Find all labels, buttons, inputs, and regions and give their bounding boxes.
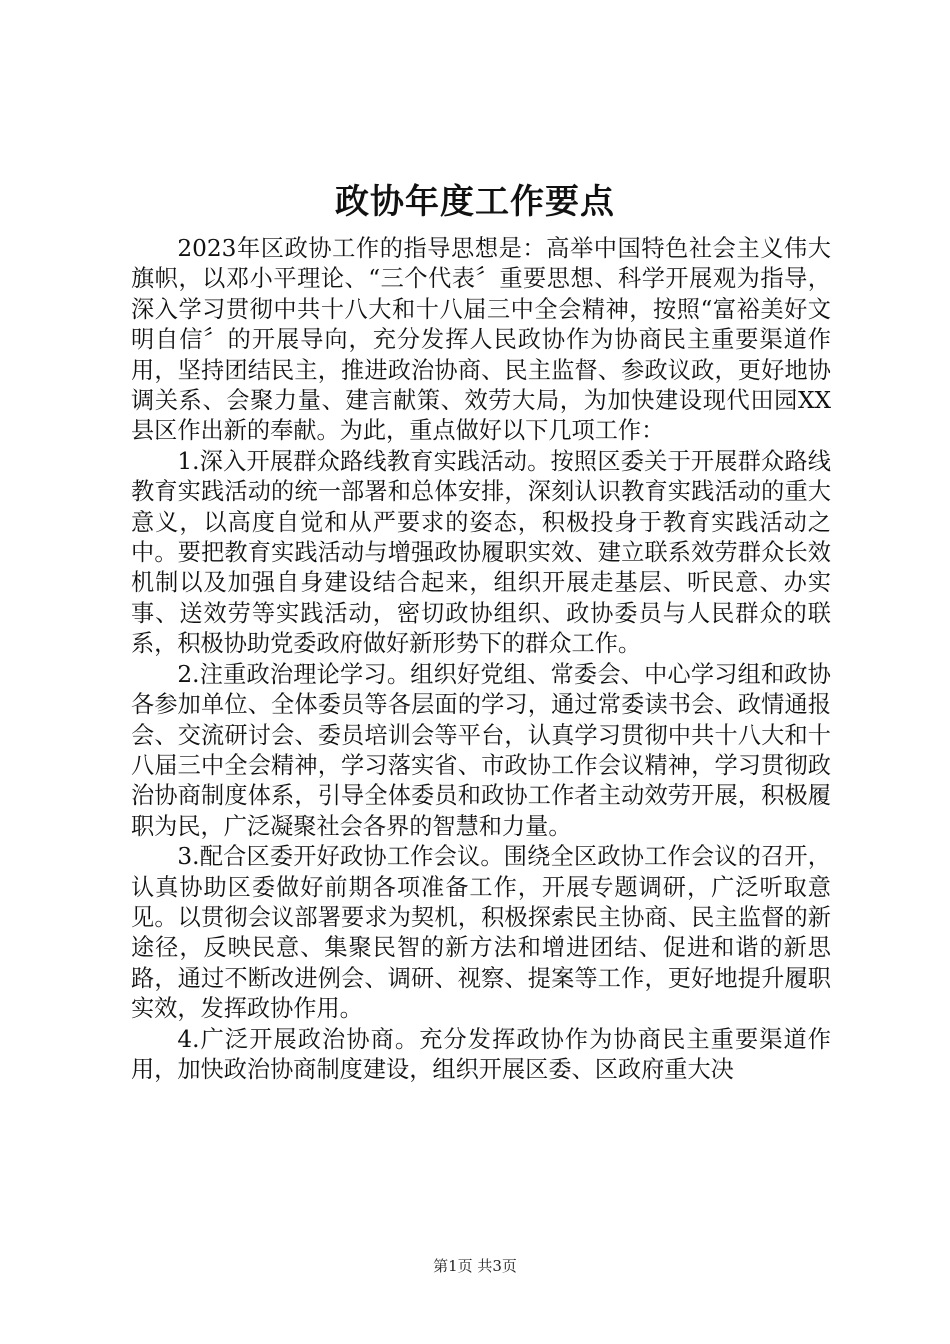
paragraph-item-1: 1.深入开展群众路线教育实践活动。按照区委关于开展群众路线教育实践活动的统一部署和总体安排，深刻认识教育实践活动的重大意义，以高度自觉和从严要求的姿态，积极投身于教育实践活动之中。要把教育实践活动与增强政协履职实效、建立联系效劳群众长效机制以及加强自身建设结合起来，组织开展走基层、听民意、办实事、送效劳等实践活动，密切政协组织、政协委员与人民群众的联系，积极协助党委政府做好新形势下的群众工作。 [131,447,831,658]
paragraph-item-3: 3.配合区委开好政协工作会议。围绕全区政协工作会议的召开，认真协助区委做好前期各项准备工作，开展专题调研，广泛听取意见。以贯彻会议部署要求为契机，积极探索民主协商、民主监督的新途径，反映民意、集聚民智的新方法和增进团结、促进和谐的新思路，通过不断改进例会、调研、视察、提案等工作，更好地提升履职实效，发挥政协作用。 [131,843,831,1023]
paragraph-item-2: 2.注重政治理论学习。组织好党组、常委会、中心学习组和政协各参加单位、全体委员等各层面的学习，通过常委读书会、政情通报会、交流研讨会、委员培训会等平台，认真学习贯彻中共十八大和十八届三中全会精神，学习落实省、市政协工作会议精神，学习贯彻政治协商制度体系，引导全体委员和政协工作者主动效劳开展，积极履职为民，广泛凝聚社会各界的智慧和力量。 [131,660,831,840]
paragraph-item-4: 4.广泛开展政治协商。充分发挥政协作为协商民主重要渠道作用，加快政治协商制度建设，组织开展区委、区政府重大决 [131,1025,831,1083]
page-footer: 第1页 共3页 [433,1257,517,1275]
paragraph-intro: 2023年区政协工作的指导思想是：高举中国特色社会主义伟大旗帜，以邓小平理论、“三个代表〞重要思想、科学开展观为指导，深入学习贯彻中共十八大和十八届三中全会精神，按照“富裕美好文明自信〞的开展导向，充分发挥人民政协作为协商民主重要渠道作用，坚持团结民主，推进政治协商、民主监督、参政议政，更好地协调关系、会聚力量、建言献策、效劳大局，为加快建设现代田园XX县区作出新的奉献。为此，重点做好以下几项工作： [131,235,831,445]
document-body [131,234,831,1085]
document-title: 政协年度工作要点 [335,182,615,222]
